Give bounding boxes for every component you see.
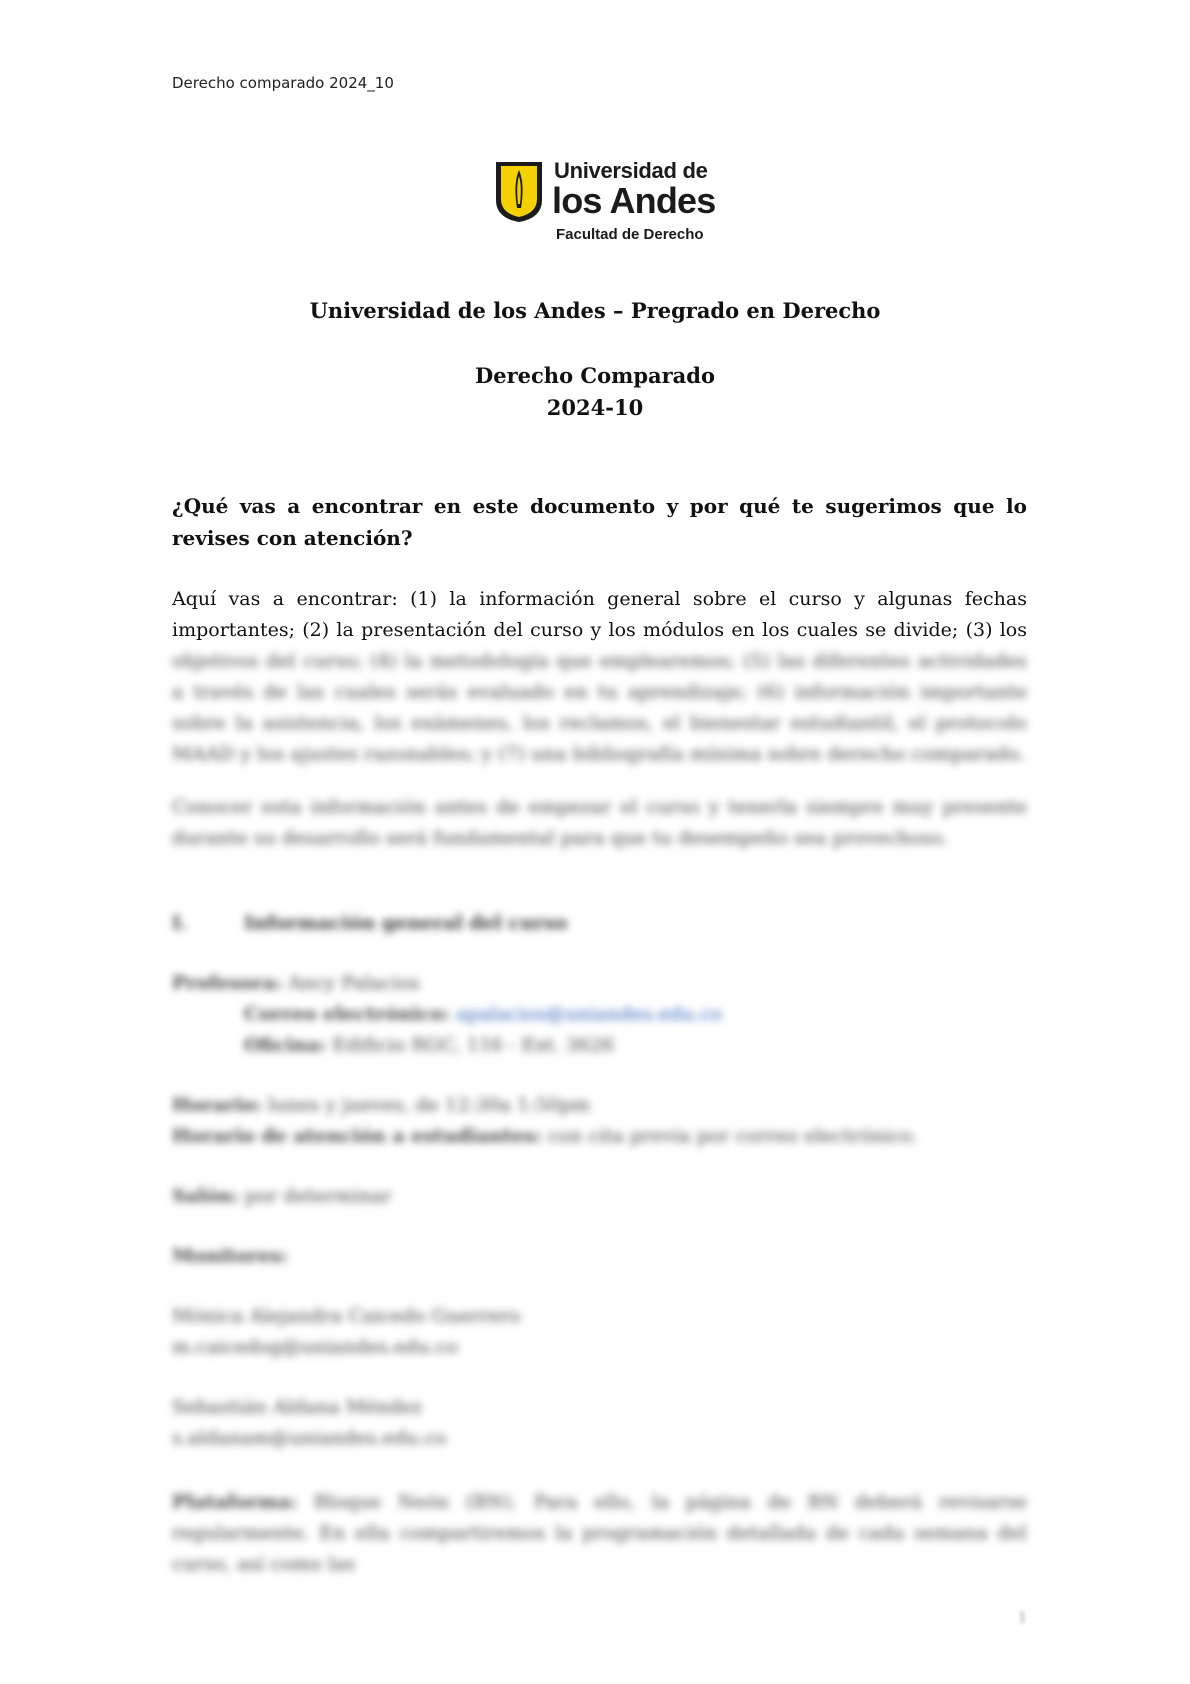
attention-value: con cita previa por correo electrónico. bbox=[547, 1125, 918, 1147]
attention-line bbox=[172, 1125, 918, 1147]
platform-value: Bloque Neón (BN). Para ello, la página de BN deberá revisarse regularmente. En ella compartiremos la programación detallada de cada semana del curso, así como las bbox=[172, 1491, 1027, 1575]
logo-text-line2: los Andes bbox=[552, 180, 716, 221]
monitor1-name: Mónica Alejandra Caicedo Guerrero bbox=[172, 1305, 521, 1327]
room-line bbox=[172, 1185, 392, 1207]
schedule-label: Horario: bbox=[172, 1094, 262, 1116]
section-number: I. bbox=[172, 912, 188, 934]
office-label: Oficina: bbox=[244, 1034, 327, 1056]
running-header: Derecho comparado 2024_10 bbox=[172, 74, 394, 92]
monitors-heading bbox=[172, 1245, 288, 1267]
platform-paragraph bbox=[172, 1487, 1027, 1575]
intro-question: ¿Qué vas a encontrar en este documento y por qué te sugerimos que lo revises con atención? bbox=[172, 494, 1027, 550]
shield-logo-icon bbox=[494, 160, 544, 224]
office-value: Edificio RGC, 116 - Ext. 3626 bbox=[332, 1034, 615, 1056]
intro-blurred-paragraph-2: Conocer esta información antes de empezar el curso y tenerla siempre muy presente durante su desarrollo será fundamental para que tu desempeño sea provechoso. bbox=[172, 796, 1027, 849]
monitor2-name: Sebastián Aldana Méndez bbox=[172, 1396, 423, 1418]
room-label: Salón: bbox=[172, 1185, 239, 1207]
intro-line-2: importantes; (2) la presentación del curso y los módulos en los cuales se divide; (3) los bbox=[172, 619, 1027, 641]
schedule-line bbox=[172, 1094, 590, 1116]
page-number: 1 bbox=[1018, 1610, 1027, 1626]
program-title: Universidad de los Andes – Pregrado en Derecho bbox=[309, 298, 881, 323]
email-line bbox=[244, 1003, 722, 1025]
professor-name: Ancy Palacios bbox=[287, 972, 420, 994]
monitor1-email-link[interactable]: m.caicedog@uniandes.edu.co bbox=[172, 1336, 458, 1358]
professor-line bbox=[172, 972, 420, 994]
intro-blurred-paragraph-1: objetivos del curso; (4) la metodología que emplearemos; (5) las diferentes actividades a través de las cuales serás evaluado en tu aprendizaje; (6) información importante sobre la asistencia, los exámenes, los reclamos, el bienestar estudiantil, el protocolo MAAD y los ajustes razonables; y (7) una bibliografía mínima sobre derecho comparado. bbox=[172, 650, 1027, 765]
platform-label: Plataforma: bbox=[172, 1491, 298, 1513]
term-title: 2024-10 bbox=[546, 395, 644, 420]
logo-text-line3: Facultad de Derecho bbox=[556, 226, 704, 243]
office-line bbox=[244, 1034, 614, 1056]
course-title: Derecho Comparado bbox=[475, 363, 715, 388]
university-logo bbox=[494, 158, 724, 244]
professor-email-link[interactable]: apalacios@uniandes.edu.co bbox=[455, 1003, 723, 1025]
email-label: Correo electrónico: bbox=[244, 1003, 450, 1025]
room-value: por determinar bbox=[244, 1185, 392, 1207]
professor-label: Profesora: bbox=[172, 972, 282, 994]
monitors-label: Monitores: bbox=[172, 1245, 288, 1267]
monitor2-email-link[interactable]: s.aldanam@uniandes.edu.co bbox=[172, 1427, 447, 1449]
attention-label: Horario de atención a estudiantes: bbox=[172, 1125, 542, 1147]
section-title: Información general del curso bbox=[244, 912, 568, 934]
intro-line-1: Aquí vas a encontrar: (1) la información general sobre el curso y algunas fechas bbox=[172, 588, 1027, 610]
schedule-value: lunes y jueves, de 12:30a 1:50pm bbox=[267, 1094, 590, 1116]
logo-text-line1: Universidad de bbox=[554, 158, 708, 183]
